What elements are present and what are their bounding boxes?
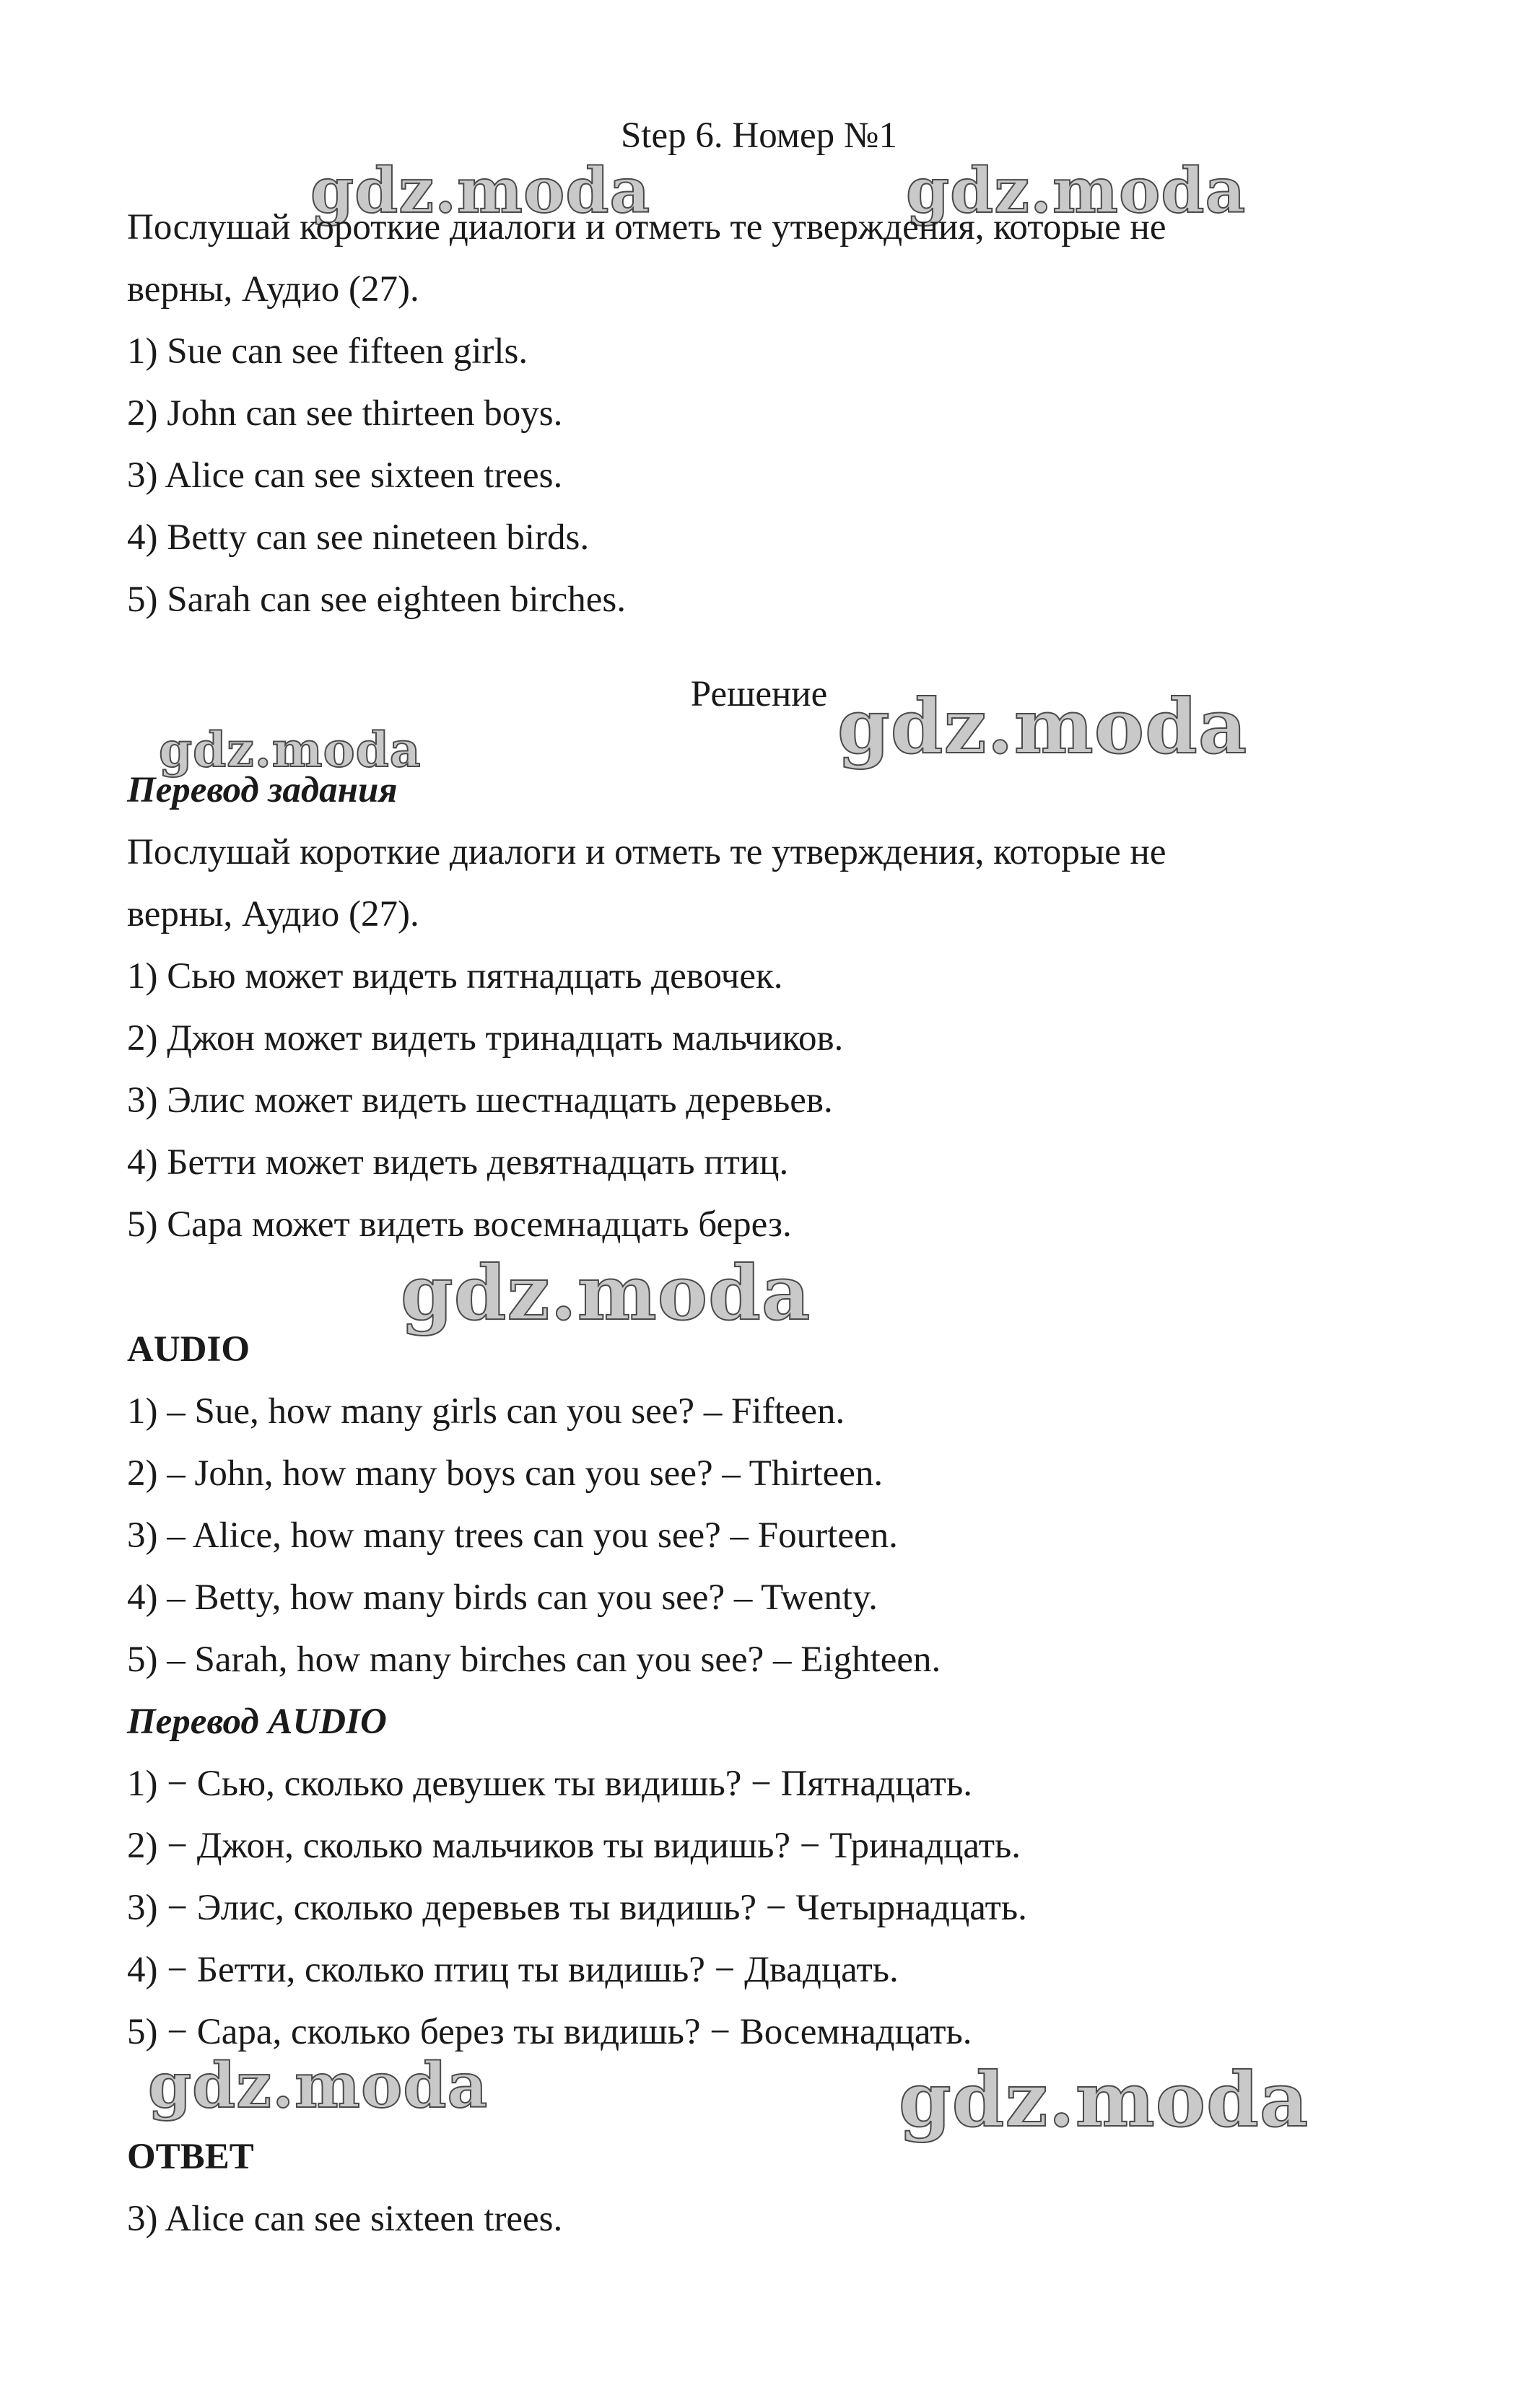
audio-translation-line: 4) − Бетти, сколько птиц ты видишь? − Двадцать.	[127, 1950, 899, 1990]
watermark-logo: gdz.moda	[148, 2049, 489, 2122]
audio-translation-line: 2) − Джон, сколько мальчиков ты видишь? − Тринадцать.	[127, 1826, 1021, 1866]
audio-line: 3) – Alice, how many trees can you see? – Fourteen.	[127, 1515, 898, 1556]
audio-translation-line: 5) − Сара, сколько берез ты видишь? − Восемнадцать.	[127, 2012, 972, 2052]
audio-heading: AUDIO	[127, 1329, 250, 1370]
watermark-logo: gdz.moda	[906, 154, 1247, 227]
audio-translation-line: 3) − Элис, сколько деревьев ты видишь? − Четырнадцать.	[127, 1888, 1027, 1928]
watermark-logo: gdz.moda	[159, 722, 422, 778]
audio-translation-heading: Перевод AUDIO	[127, 1702, 387, 1742]
audio-line: 2) – John, how many boys can you see? – Thirteen.	[127, 1453, 884, 1494]
answer-heading: ОТВЕТ	[127, 2137, 254, 2177]
watermark-logo: gdz.moda	[401, 1248, 811, 1337]
translation-item: 5) Сара может видеть восемнадцать берез.	[127, 1204, 792, 1245]
audio-line: 4) – Betty, how many birds can you see? – Twenty.	[127, 1577, 878, 1618]
page-title: Step 6. Номер №1	[620, 115, 898, 156]
task-item: 2) John can see thirteen boys.	[127, 393, 563, 434]
task-intro: Послушай короткие диалоги и отметь те утверждения, которые не	[127, 207, 1166, 248]
translation-intro: Послушай короткие диалоги и отметь те утверждения, которые не	[127, 832, 1166, 872]
audio-translation-line: 1) − Сью, сколько девушек ты видишь? − Пятнадцать.	[127, 1764, 972, 1804]
audio-line: 5) – Sarah, how many birches can you see? – Eighteen.	[127, 1639, 941, 1680]
watermark-logo: gdz.moda	[837, 682, 1248, 771]
answer-text: 3) Alice can see sixteen trees.	[127, 2199, 563, 2239]
translation-item: 2) Джон может видеть тринадцать мальчиков.	[127, 1018, 844, 1059]
solution-heading: Решение	[690, 674, 828, 714]
translation-heading: Перевод задания	[127, 770, 398, 810]
audio-line: 1) – Sue, how many girls can you see? – Fifteen.	[127, 1391, 845, 1432]
task-item: 4) Betty can see nineteen birds.	[127, 517, 590, 558]
translation-intro: верны, Аудио (27).	[127, 894, 419, 934]
task-item: 1) Sue can see fifteen girls.	[127, 331, 528, 372]
translation-item: 3) Элис может видеть шестнадцать деревьев.	[127, 1080, 833, 1121]
task-item: 5) Sarah can see eighteen birches.	[127, 579, 627, 620]
task-item: 3) Alice can see sixteen trees.	[127, 455, 563, 496]
translation-item: 4) Бетти может видеть девятнадцать птиц.	[127, 1142, 789, 1183]
task-intro: верны, Аудио (27).	[127, 269, 419, 310]
translation-item: 1) Сью может видеть пятнадцать девочек.	[127, 956, 783, 997]
watermark-logo: gdz.moda	[899, 2055, 1309, 2144]
watermark-logo: gdz.moda	[310, 154, 651, 227]
